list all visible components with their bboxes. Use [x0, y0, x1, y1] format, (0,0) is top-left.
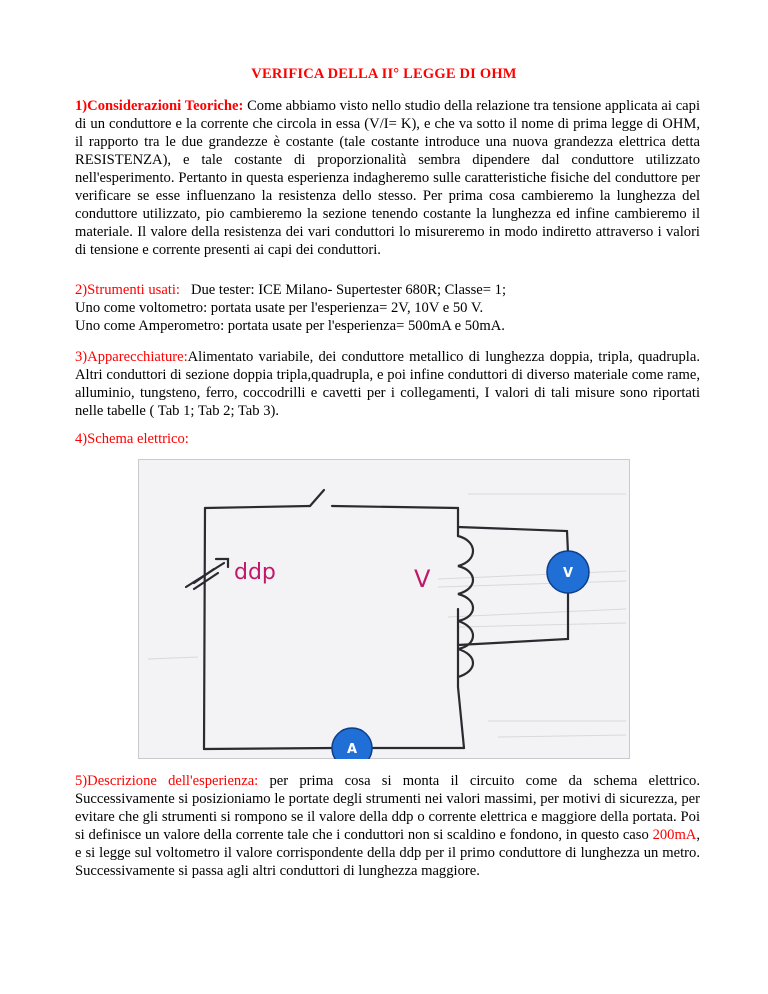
voltage-label: V — [414, 565, 431, 593]
theory-paragraph — [75, 97, 700, 259]
source-label: ddp — [234, 560, 276, 585]
document-title: VERIFICA DELLA II° LEGGE DI OHM — [251, 66, 517, 82]
instruments-line-2: Uno come voltometro: portata usate per l'esperienza= 2V, 10V e 50 V. — [75, 300, 484, 316]
current-value-highlight: 200mA — [652, 827, 697, 843]
instruments-heading: 2)Strumenti usati: — [75, 282, 180, 298]
equipment-text: Alimentato variabile, dei conduttore metallico di lunghezza doppia, tripla, quadrupla. Altri conduttori di sezione doppia tripla,quadrupla, e poi infine conduttori di diverso materiale come rame, alluminio, tungsteno, ferro, coccodrilli e cavetti per i collegamenti, I valori di tali misure sono riportati nelle tabelle ( Tab 1; Tab 2; Tab 3). — [75, 349, 700, 419]
instruments-line-3: Uno come Amperometro: portata usate per l'esperienza= 500mA e 50mA. — [75, 318, 505, 334]
ammeter-label: A — [346, 742, 358, 757]
schematic-heading: 4)Schema elettrico: — [75, 431, 189, 447]
description-paragraph — [75, 772, 700, 880]
description-heading: 5)Descrizione dell'esperienza: — [75, 773, 259, 789]
schematic-paragraph — [75, 430, 700, 448]
equipment-heading: 3)Apparecchiature: — [75, 349, 188, 365]
theory-text: Come abbiamo visto nello studio della relazione tra tensione applicata ai capi di un conduttore e la corrente che circola in essa (V/I= K), e che va sotto il nome di prima legge di OHM, il rapporto tra le due grandezze è costante (tale costante introduce una nuova grandezza elettrica detta RESISTENZA), e tale costante di proporzionalità sembra dipendere dal conduttore utilizzato nell'esperimento. Pertanto in questa esperienza indagheremo sulle caratteristiche fisiche del conduttore per verificare se esse influenzano la resistenza dello stesso. Per prima cosa cambieremo la lunghezza del conduttore utilizzato, pio cambieremo la sezione tenendo costante la lunghezza ed infine cambieremo il materiale. Il valore della resistenza dei vari conduttori lo misureremo in modo indiretto attraverso i valori di tensione e corrente presenti ai capi dei conduttori. — [75, 98, 700, 258]
circuit-diagram — [138, 459, 630, 759]
equipment-paragraph — [75, 348, 700, 420]
description-text-b: , e si legge sul voltometro il valore corrispondente della ddp per il primo conduttore di lunghezza un metro. Successivamente si passa agli altri conduttori di lunghezza maggiore. — [75, 827, 700, 879]
diagram-frame — [139, 460, 630, 759]
voltmeter-label: V — [562, 566, 574, 581]
instruments-line-1: Due tester: ICE Milano- Supertester 680R; Classe= 1; — [180, 282, 506, 298]
theory-heading: 1)Considerazioni Teoriche: — [75, 98, 244, 114]
voltmeter-icon — [547, 551, 589, 593]
description-text-a: per prima cosa si monta il circuito come da schema elettrico. Successivamente si posizioniamo le portate degli strumenti nei valori massimi, per motivi di sicurezza, per evitare che gli strumenti si rompono se il valore della ddp o corrente elettrica e maggiore della portata. Poi si definisce un valore della corrente tale che i conduttori non si scaldino e fondono, in questo caso — [75, 773, 700, 843]
instruments-paragraph — [75, 281, 700, 335]
